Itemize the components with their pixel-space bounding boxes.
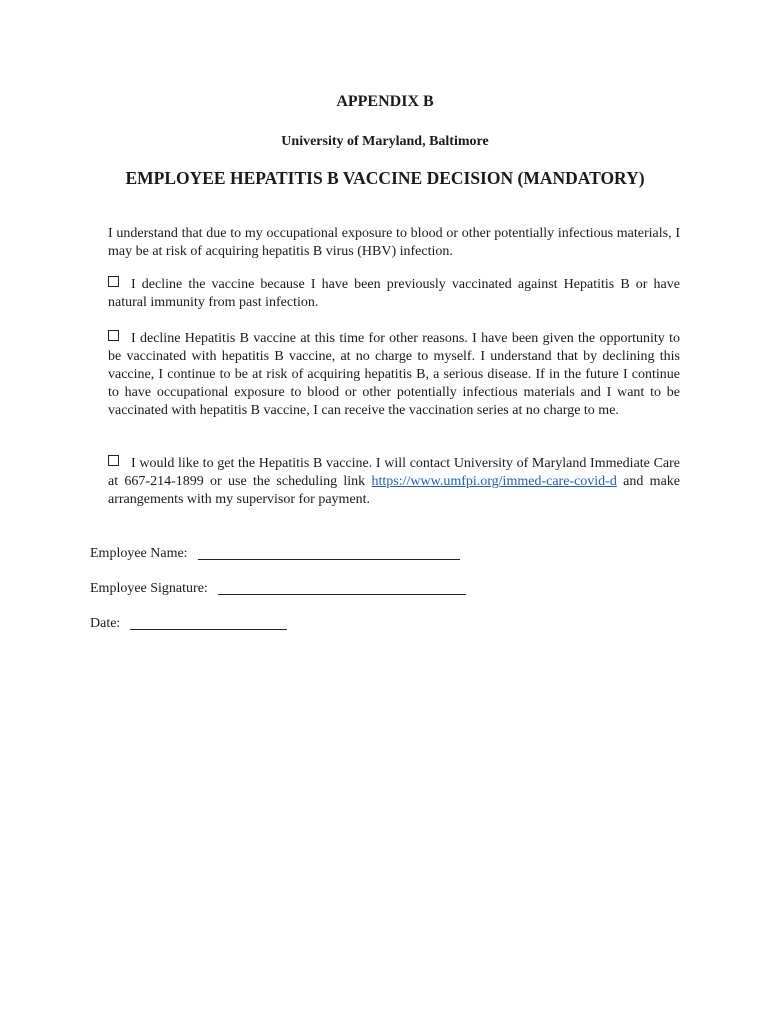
document-title: EMPLOYEE HEPATITIS B VACCINE DECISION (MANDATORY) bbox=[125, 168, 645, 188]
employee-signature-field[interactable] bbox=[218, 580, 466, 595]
employee-signature-row bbox=[90, 580, 466, 598]
employee-name-label: Employee Name: bbox=[90, 546, 188, 561]
employee-name-row bbox=[90, 545, 460, 563]
appendix-heading: APPENDIX B bbox=[336, 93, 434, 110]
institution-heading: University of Maryland, Baltimore bbox=[281, 134, 489, 149]
accept-checkbox[interactable] bbox=[108, 455, 119, 466]
date-field[interactable] bbox=[130, 615, 287, 630]
accept-text-after-link: and make arrangements with my supervisor for payment. bbox=[108, 474, 681, 507]
date-row bbox=[90, 615, 287, 633]
option-decline bbox=[108, 330, 680, 420]
previously-vaccinated-checkbox[interactable] bbox=[108, 276, 119, 287]
date-label: Date: bbox=[90, 616, 121, 631]
previously-vaccinated-text: I decline the vaccine because I have been previously vaccinated against Hepatitis B or have natural immunity from past infection. bbox=[108, 277, 680, 310]
decline-text: I decline Hepatitis B vaccine at this time for other reasons. I have been given the opportunity to be vaccinated with hepatitis B vaccine, at no charge to myself. I understand that by declining this vaccine, I continue to be at risk of acquiring hepatitis B, a serious disease. If in the future I continue to have occupational exposure to blood or other potentially infectious materials and I want to be vaccinated with hepatitis B vaccine, I can receive the vaccination series at no charge to me. bbox=[108, 331, 680, 418]
intro-paragraph: I understand that due to my occupational exposure to blood or other potentially infectious materials, I may be at risk of acquiring hepatitis B virus (HBV) infection. bbox=[108, 226, 680, 259]
option-previously-vaccinated bbox=[108, 276, 680, 312]
accept-text-before-link: I would like to get the Hepatitis B vaccine. I will contact University of Maryland Immediate Care at 667-214-1899 or use the scheduling link bbox=[108, 456, 680, 489]
scheduling-link[interactable]: https://www.umfpi.org/immed-care-covid-d bbox=[371, 474, 617, 489]
decline-checkbox[interactable] bbox=[108, 330, 119, 341]
option-accept bbox=[108, 455, 680, 509]
employee-signature-label: Employee Signature: bbox=[90, 581, 208, 596]
employee-name-field[interactable] bbox=[198, 545, 460, 560]
